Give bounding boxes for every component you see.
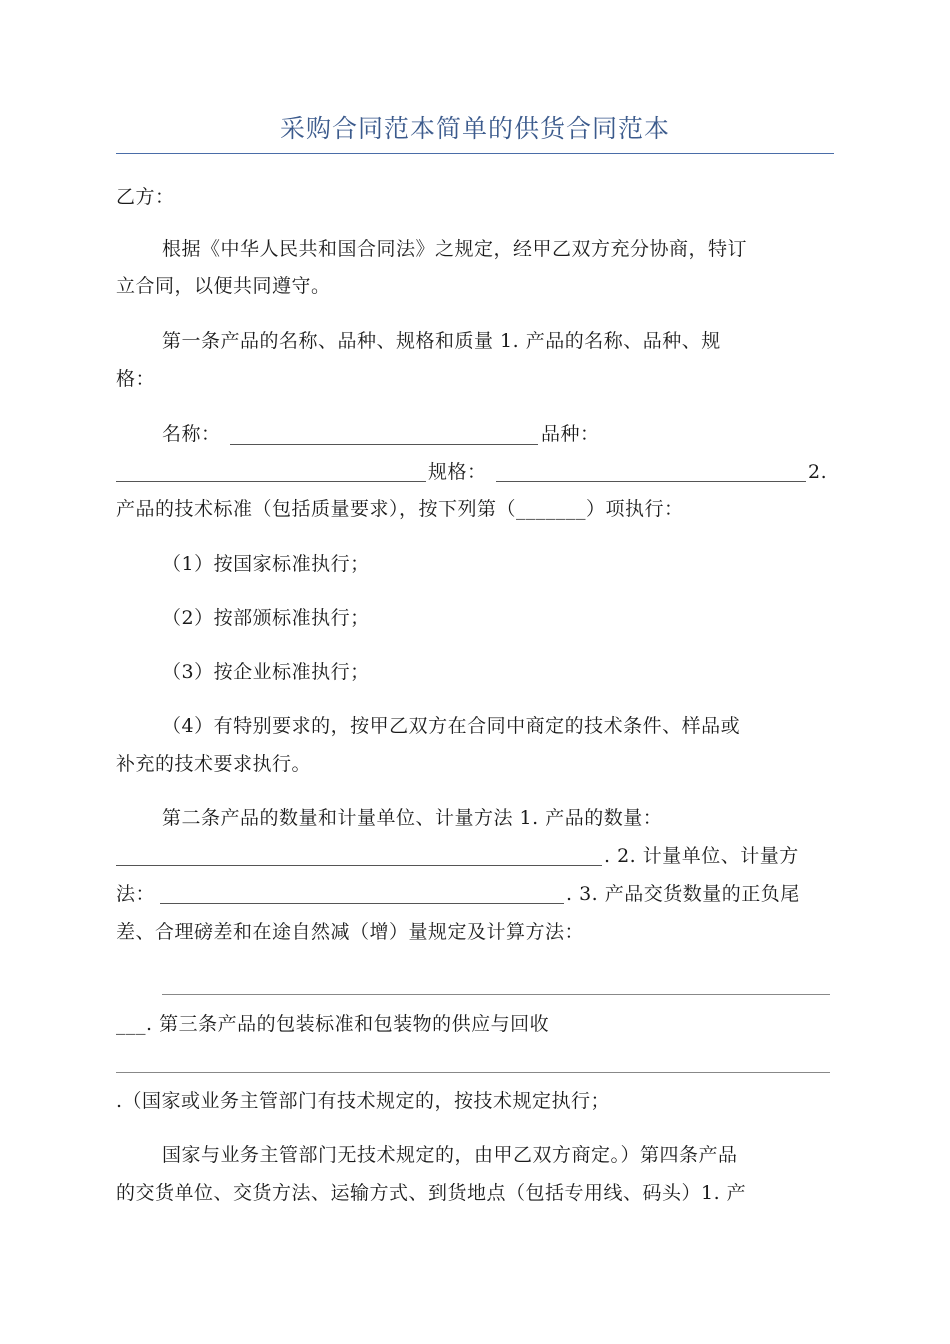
preamble-line-1: 根据《中华人民共和国合同法》之规定，经甲乙双方充分协商，特订 xyxy=(162,238,748,260)
variety-label: 品种： xyxy=(541,423,600,445)
name-blank xyxy=(230,444,538,445)
article-1-heading: 第一条产品的名称、品种、规格和质量 1. 产品的名称、品种、规 xyxy=(162,330,721,352)
tolerance-line-2: 差、合理磅差和在途自然减（增）量规定及计算方法： xyxy=(116,921,585,943)
party-b-label: 乙方： xyxy=(116,186,175,208)
unit-method-label: . 2. 计量单位、计量方 xyxy=(604,845,799,867)
tech-standard-line: 产品的技术标准（包括质量要求），按下列第（_______）项执行： xyxy=(116,498,684,520)
preamble-line-2: 立合同，以便共同遵守。 xyxy=(116,275,331,297)
spec-label: 规格： xyxy=(428,461,487,483)
article-2-heading: 第二条产品的数量和计量单位、计量方法 1. 产品的数量： xyxy=(162,807,663,829)
item-2-number: 2. xyxy=(808,461,828,483)
quantity-blank xyxy=(116,865,602,866)
option-4-line-1: （4）有特别要求的，按甲乙双方在合同中商定的技术条件、样品或 xyxy=(162,715,741,737)
option-3: （3）按企业标准执行； xyxy=(162,661,370,683)
method-blank xyxy=(160,903,564,904)
article-4-line-2: 的交货单位、交货方法、运输方式、到货地点（包括专用线、码头）1. 产 xyxy=(116,1182,747,1204)
calculation-blank xyxy=(162,994,830,995)
packaging-note-line-1: .（国家或业务主管部门有技术规定的，按技术规定执行； xyxy=(116,1090,611,1112)
option-4-line-2: 补充的技术要求执行。 xyxy=(116,753,312,775)
option-2: （2）按部颁标准执行； xyxy=(162,607,370,629)
packaging-blank xyxy=(116,1072,830,1073)
title-underline xyxy=(116,153,834,154)
document-title: 采购合同范本简单的供货合同范本 xyxy=(279,114,670,143)
spec-blank xyxy=(496,481,806,482)
article-3-heading: ___. 第三条产品的包装标准和包装物的供应与回收 xyxy=(116,1013,550,1035)
article-1-heading-cont: 格： xyxy=(116,368,156,390)
tolerance-label: . 3. 产品交货数量的正负尾 xyxy=(566,883,800,905)
name-label: 名称： xyxy=(162,423,221,445)
variety-blank xyxy=(116,481,426,482)
option-1: （1）按国家标准执行； xyxy=(162,553,370,575)
method-label: 法： xyxy=(116,883,156,905)
article-4-line-1: 国家与业务主管部门无技术规定的，由甲乙双方商定。）第四条产品 xyxy=(162,1144,738,1166)
